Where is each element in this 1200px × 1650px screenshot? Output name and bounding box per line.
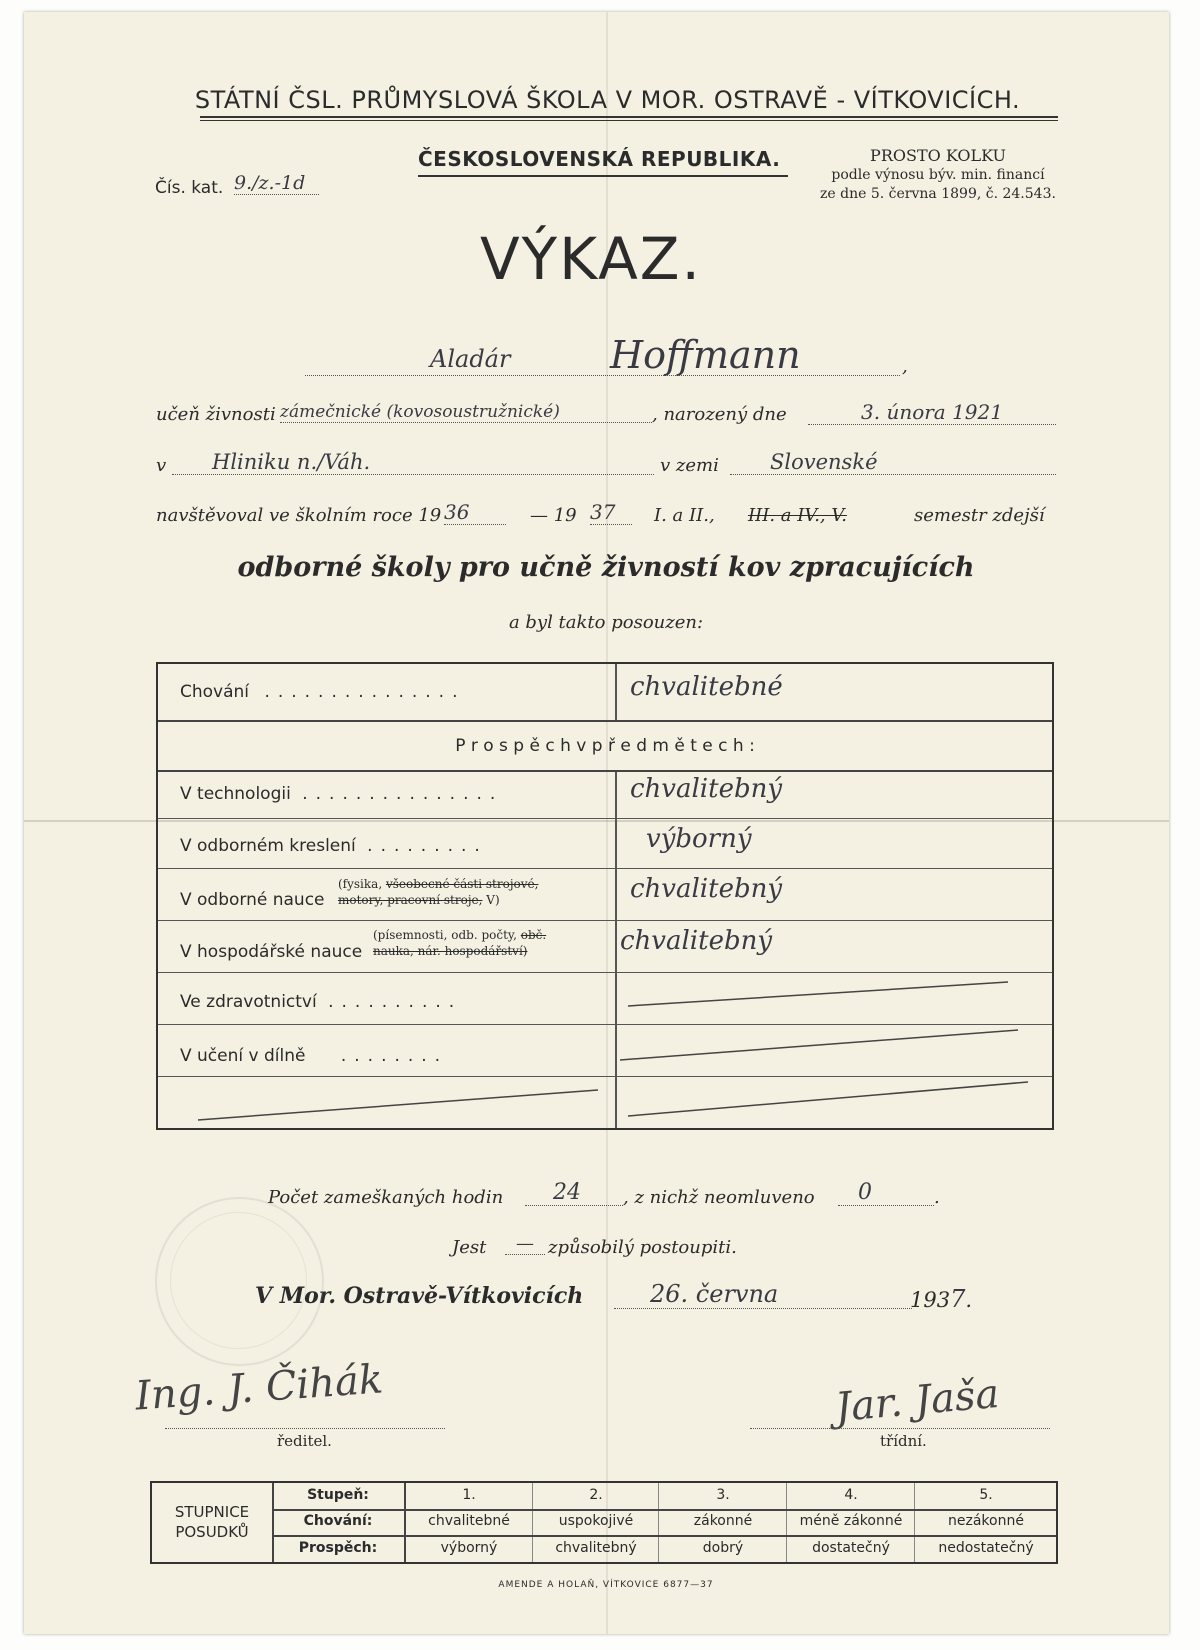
teacher-label: třídní.	[880, 1432, 927, 1450]
born-value: 3. února 1921	[808, 400, 1056, 425]
scale-progress: nedostatečný	[938, 1540, 1034, 1556]
stamp-note-3: ze dne 5. června 1899, č. 24.543.	[820, 186, 1056, 202]
unexcused-value: 0	[838, 1180, 934, 1206]
grades-table	[156, 662, 1054, 1130]
embossed-seal-inner	[170, 1212, 307, 1349]
absence-label: Počet zameškaných hodin	[268, 1187, 504, 1208]
school-name: STÁTNÍ ČSL. PRŮMYSLOVÁ ŠKOLA V MOR. OSTRAVĚ - VÍTKOVICÍCH.	[194, 86, 1021, 114]
student-last-name: Hoffmann	[610, 333, 801, 377]
issue-date: 26. června	[614, 1280, 912, 1309]
scale-progress: dostatečný	[812, 1540, 890, 1556]
grade-scale-table	[150, 1481, 1058, 1564]
place-value: Hliniku n./Váh.	[172, 450, 654, 475]
scale-degree: 2.	[589, 1487, 603, 1503]
scale-divider	[658, 1483, 659, 1562]
scale-progress: výborný	[440, 1540, 498, 1556]
subject-dots: ........	[340, 1046, 449, 1066]
subject-label-economics: V hospodářské nauce	[180, 942, 363, 962]
cancel-strokes	[158, 664, 1052, 1128]
scale-title-2: POSUDKŮ	[175, 1523, 249, 1541]
attended-label: navštěvoval ve školním roce 19	[156, 505, 442, 526]
subject-label-technical: V odborné nauce	[180, 890, 325, 910]
subject-value-technical: chvalitebný	[630, 874, 783, 904]
scale-divider	[272, 1483, 274, 1562]
subject-note-technical-1b: všeobecné části strojové,	[385, 877, 539, 891]
issue-year-digit: 7	[950, 1285, 966, 1313]
scale-behavior: nezákonné	[948, 1513, 1024, 1529]
scale-divider	[914, 1483, 915, 1562]
header-rule	[200, 116, 1058, 118]
unexcused-label: , z nichž neomluveno	[623, 1187, 815, 1208]
country-label: v zemi	[660, 455, 719, 476]
year-separator: — 19	[530, 505, 577, 526]
republic-underline	[418, 175, 788, 177]
promotion-value: —	[505, 1233, 545, 1255]
scale-degree: 4.	[844, 1487, 858, 1503]
name-line	[305, 345, 900, 376]
subject-note-economics-1a: (písemnosti, odb. počty,	[373, 928, 521, 942]
assessed-line: a byl takto posouzen:	[508, 612, 704, 633]
school-type: odborné školy pro učně živností kov zpracujících	[237, 552, 975, 583]
issue-year-prefix: 193	[910, 1288, 951, 1312]
semesters-struck: III. a IV., V.	[748, 505, 847, 526]
semesters-active: I. a II.,	[654, 505, 715, 526]
absence-value: 24	[525, 1180, 623, 1206]
stamp-note-2: podle výnosu býv. min. financí	[831, 167, 1045, 183]
scale-degree: 1.	[462, 1487, 476, 1503]
subject-label-text: V učení v dílně	[180, 1046, 306, 1066]
scale-divider	[532, 1483, 533, 1562]
issue-year-period: .	[965, 1288, 973, 1312]
year-start: 36	[444, 500, 506, 525]
subject-note-technical-2b: V)	[482, 893, 500, 907]
subject-label-text: V technologii	[180, 784, 291, 804]
scale-row-label-progress: Prospěch:	[298, 1540, 378, 1556]
scale-behavior: méně zákonné	[799, 1513, 903, 1529]
place-prefix: v	[156, 455, 167, 476]
scale-behavior: uspokojivé	[558, 1513, 634, 1529]
trade-label: učeň živnosti	[156, 404, 276, 425]
semesters-suffix: semestr zdejší	[914, 505, 1045, 526]
subject-dots: ...............	[302, 784, 504, 804]
stamp-note-1: PROSTO KOLKU	[870, 146, 1006, 165]
absence-period: .	[934, 1187, 940, 1208]
scale-row-line	[272, 1509, 1056, 1511]
document-title: VÝKAZ.	[480, 225, 702, 293]
subjects-header: P r o s p ě c h v p ř e d m ě t e c h :	[455, 736, 755, 756]
subject-note-economics-2: nauka, nár. hospodářství)	[373, 944, 528, 958]
scale-progress: dobrý	[702, 1540, 744, 1556]
teacher-line	[750, 1428, 1050, 1429]
catalog-value: 9./z.-1d	[234, 172, 319, 195]
behavior-value: chvalitebné	[630, 672, 783, 702]
subject-label-text: V odborném kreslení	[180, 836, 356, 856]
director-label: ředitel.	[277, 1432, 332, 1450]
scale-row-label-degree: Stupeň:	[307, 1487, 369, 1503]
subject-dots: .........	[367, 836, 488, 856]
subject-value-economics: chvalitebný	[620, 926, 773, 956]
scale-progress: chvalitebný	[555, 1540, 637, 1556]
scale-behavior: chvalitebné	[428, 1513, 510, 1529]
promotion-prefix: Jest	[452, 1237, 487, 1258]
subject-value-technology: chvalitebný	[630, 774, 783, 804]
republic-heading: ČESKOSLOVENSKÁ REPUBLIKA.	[418, 147, 781, 171]
born-label: , narozený dne	[652, 404, 787, 425]
director-signature: Ing. J. Čihák	[133, 1356, 385, 1420]
subject-note-technical-1a: (fysika,	[338, 877, 386, 891]
subject-value-drawing: výborný	[646, 824, 752, 854]
year-end: 37	[590, 500, 632, 525]
scale-behavior: zákonné	[693, 1513, 753, 1529]
scale-title-1: STUPNICE	[174, 1503, 250, 1521]
director-line	[165, 1428, 445, 1429]
country-value: Slovenské	[730, 450, 1056, 475]
scale-divider	[786, 1483, 787, 1562]
promotion-suffix: způsobilý postoupiti.	[548, 1237, 737, 1258]
subject-note-economics-1b: obč.	[520, 928, 547, 942]
issue-year	[910, 1285, 972, 1313]
subject-dots: ..........	[328, 992, 463, 1012]
issue-place: V Mor. Ostravě-Vítkovicích	[255, 1283, 584, 1309]
scale-row-line	[272, 1535, 1056, 1537]
name-comma: ,	[902, 356, 908, 377]
header-rule-thin	[200, 120, 1058, 121]
subject-label-text: Ve zdravotnictví	[180, 992, 317, 1012]
subject-note-technical-2a: motory, pracovní stroje,	[338, 893, 483, 907]
scale-row-label-behavior: Chování:	[303, 1513, 373, 1529]
catalog-label: Čís. kat.	[155, 178, 224, 198]
trade-value: zámečnické (kovosoustružnické)	[280, 402, 652, 423]
printer-imprint: AMENDE A HOLAŇ, VÍTKOVICE 6877—37	[498, 1580, 714, 1590]
teacher-signature: Jar. Jaša	[833, 1370, 1001, 1432]
scale-degree: 3.	[716, 1487, 730, 1503]
student-first-name: Aladár	[430, 345, 511, 373]
scale-degree: 5.	[979, 1487, 993, 1503]
behavior-dots: ...............	[264, 682, 466, 702]
behavior-label-text: Chování	[180, 682, 250, 702]
